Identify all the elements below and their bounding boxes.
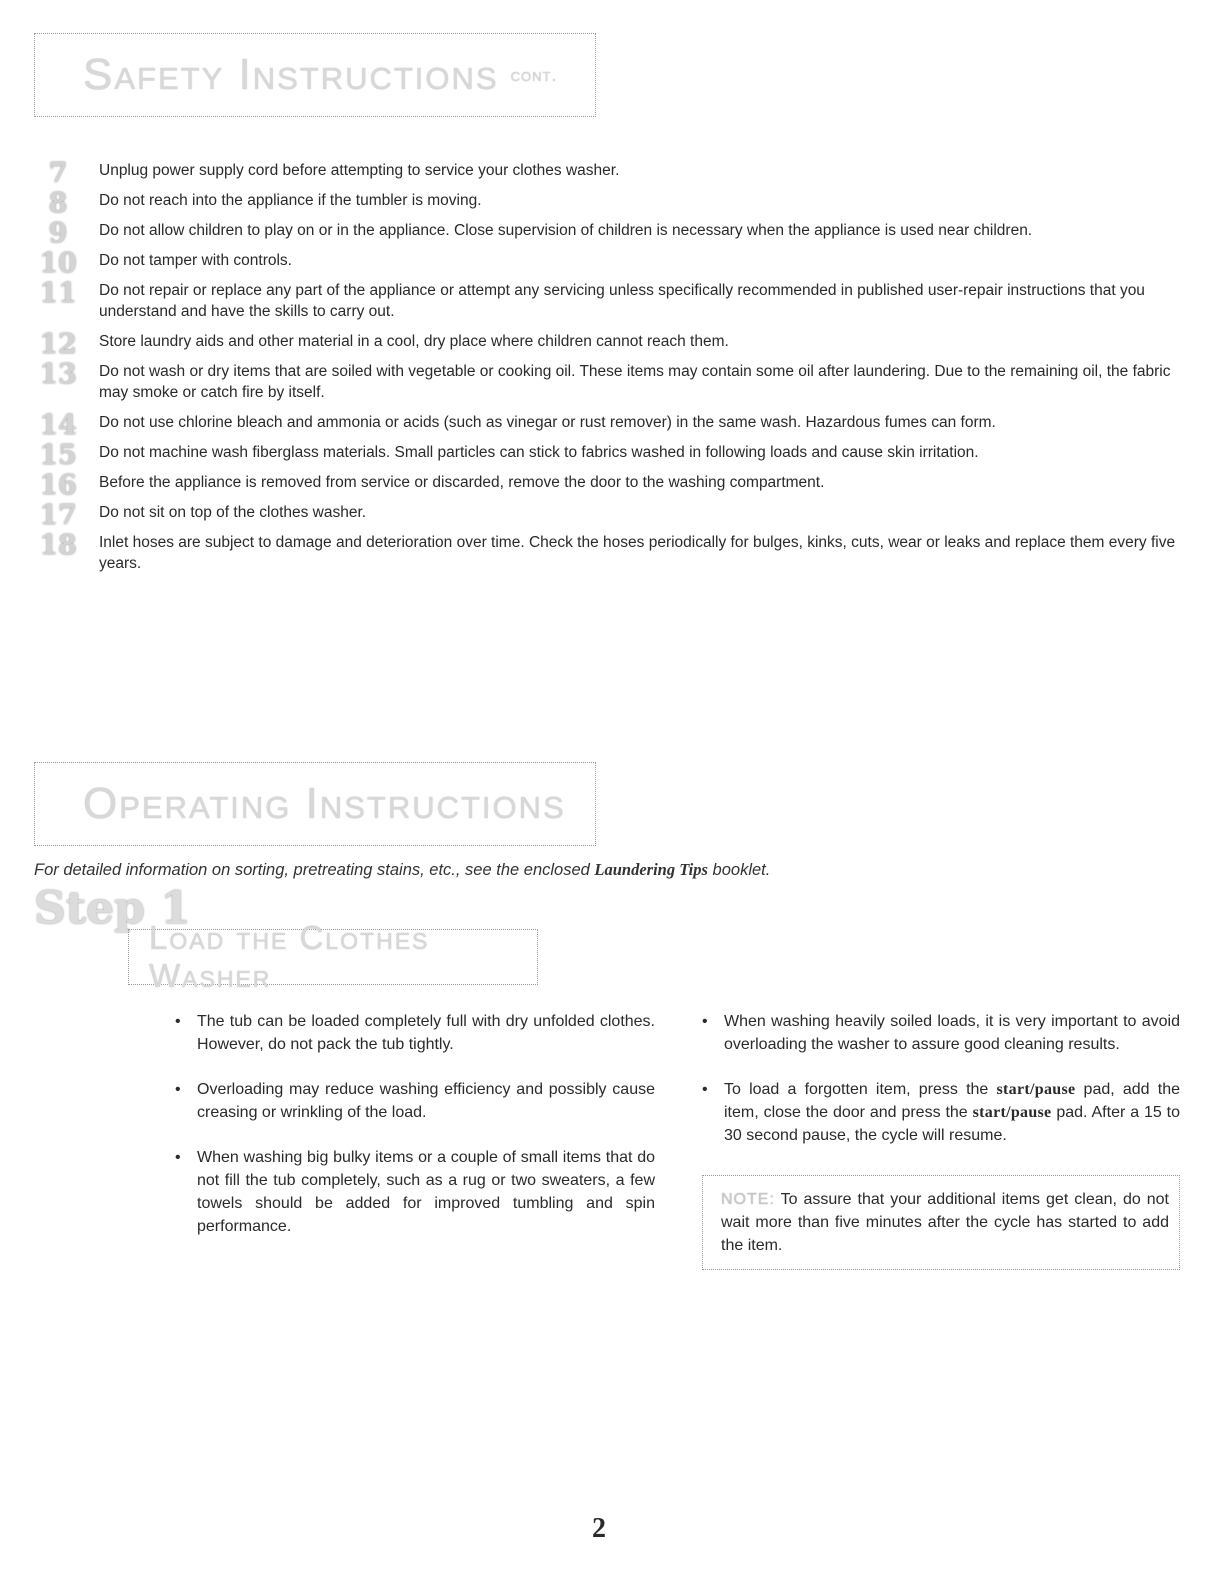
left-bullet bbox=[175, 1010, 655, 1056]
note-box bbox=[702, 1175, 1180, 1270]
safety-item bbox=[34, 247, 1184, 279]
number-badge-icon: 8 bbox=[48, 187, 68, 219]
right-bullet bbox=[702, 1010, 1180, 1056]
load-header-title: Load the Clothes Washer bbox=[149, 919, 430, 994]
safety-item bbox=[34, 469, 1184, 501]
safety-item bbox=[34, 358, 1184, 403]
operating-header-title: Operating Instructions bbox=[83, 779, 566, 828]
page-number: 2 bbox=[592, 1513, 606, 1544]
bullet-dot: • bbox=[702, 1013, 708, 1030]
safety-item bbox=[34, 157, 1184, 189]
laundering-tips-link: Laundering Tips bbox=[594, 860, 708, 879]
bullet-dot: • bbox=[175, 1013, 181, 1030]
number-badge-icon: 9 bbox=[48, 217, 68, 249]
safety-item-text: Do not reach into the appliance if the tumbler is moving. bbox=[99, 192, 482, 209]
note-label: NOTE: bbox=[721, 1191, 775, 1208]
number-badge-icon: 16 bbox=[39, 469, 77, 501]
safety-item-text: Inlet hoses are subject to damage and deterioration over time. Check the hoses periodically for bulges, kinks, cuts, wear or leaks and replace them every five years. bbox=[99, 534, 1176, 572]
bullet-dot: • bbox=[702, 1081, 708, 1098]
safety-item-text: Store laundry aids and other material in a cool, dry place where children cannot reach them. bbox=[99, 333, 729, 350]
safety-item-text: Do not tamper with controls. bbox=[99, 252, 292, 269]
number-badge-icon: 12 bbox=[39, 328, 77, 360]
safety-list bbox=[34, 157, 1184, 583]
number-badge-icon: 15 bbox=[39, 439, 77, 471]
safety-item-text: Do not allow children to play on or in the appliance. Close supervision of children is necessary when the appliance is used near children. bbox=[99, 222, 1033, 239]
safety-item-text: Do not sit on top of the clothes washer. bbox=[99, 504, 367, 521]
bullet-text-part: To load a forgotten item, press the bbox=[724, 1081, 997, 1098]
intro-line bbox=[34, 860, 770, 880]
bullet-text: Overloading may reduce washing efficiency and possibly cause creasing or wrinkling of the load. bbox=[197, 1081, 655, 1121]
intro-after: booklet. bbox=[707, 861, 771, 879]
bullet-dot: • bbox=[175, 1149, 181, 1166]
operating-instructions-header bbox=[34, 762, 596, 846]
left-bullet bbox=[175, 1146, 655, 1238]
safety-item bbox=[34, 529, 1184, 574]
safety-item-text: Do not machine wash fiberglass materials. Small particles can stick to fabrics washed in following loads and cause skin irritation. bbox=[99, 444, 979, 461]
number-badge-icon: 18 bbox=[39, 529, 77, 561]
bullet-text-part: pad, add the item, close the door and press the bbox=[724, 1081, 1180, 1121]
safety-item-text: Do not use chlorine bleach and ammonia or acids (such as vinegar or rust remover) in the same wash. Hazardous fumes can form. bbox=[99, 414, 996, 431]
safety-header-title: Safety Instructions bbox=[83, 50, 499, 99]
safety-item bbox=[34, 409, 1184, 441]
bullet-text: When washing big bulky items or a couple of small items that do not fill the tub completely, such as a rug or two sweaters, a few towels should be added for improved tumbling and spin performance. bbox=[197, 1149, 655, 1235]
safety-item bbox=[34, 328, 1184, 360]
bullet-text: The tub can be loaded completely full with dry unfolded clothes. However, do not pack the tub tightly. bbox=[197, 1013, 655, 1053]
safety-item bbox=[34, 187, 1184, 219]
step-number: 1 bbox=[160, 883, 191, 934]
bullet-text bbox=[724, 1081, 1180, 1144]
number-badge-icon: 7 bbox=[48, 157, 68, 189]
safety-item-text: Before the appliance is removed from service or discarded, remove the door to the washing compartment. bbox=[99, 474, 825, 491]
number-badge-icon: 17 bbox=[39, 499, 77, 531]
bullet-dot: • bbox=[175, 1081, 181, 1098]
safety-item bbox=[34, 277, 1184, 322]
safety-item bbox=[34, 439, 1184, 471]
safety-item bbox=[34, 217, 1184, 249]
safety-item-text: Unplug power supply cord before attempting to service your clothes washer. bbox=[99, 162, 620, 179]
note-text: To assure that your additional items get clean, do not wait more than five minutes after the cycle has started to add the item. bbox=[721, 1191, 1169, 1254]
safety-item-text: Do not repair or replace any part of the appliance or attempt any servicing unless specifically recommended in published user-repair instructions that you understand and have the skills to carry out. bbox=[99, 282, 1145, 320]
right-bullet bbox=[702, 1078, 1180, 1147]
start-pause-pad-label: start/pause bbox=[972, 1104, 1052, 1121]
safety-item bbox=[34, 499, 1184, 531]
bullet-text-part: pad. After a 15 to 30 second pause, the cycle will resume. bbox=[724, 1104, 1181, 1144]
safety-item-text: Do not wash or dry items that are soiled with vegetable or cooking oil. These items may contain some oil after laundering. Due to the remaining oil, the fabric may smoke or catch fire by itself. bbox=[99, 363, 1171, 401]
left-bullet bbox=[175, 1078, 655, 1124]
safety-instructions-header bbox=[34, 33, 596, 117]
number-badge-icon: 13 bbox=[39, 358, 77, 390]
safety-header-cont: cont. bbox=[510, 64, 558, 85]
step-label: Step bbox=[34, 883, 145, 934]
left-column bbox=[175, 1010, 655, 1260]
bullet-text: When washing heavily soiled loads, it is very important to avoid overloading the washer to assure good cleaning results. bbox=[724, 1013, 1180, 1053]
number-badge-icon: 14 bbox=[39, 409, 77, 441]
intro-before: For detailed information on sorting, pretreating stains, etc., see the enclosed bbox=[34, 861, 595, 879]
start-pause-pad-label: start/pause bbox=[996, 1081, 1076, 1098]
right-column bbox=[702, 1010, 1180, 1270]
load-washer-header bbox=[128, 919, 538, 994]
number-badge-icon: 11 bbox=[39, 277, 77, 309]
number-badge-icon: 10 bbox=[39, 247, 77, 279]
